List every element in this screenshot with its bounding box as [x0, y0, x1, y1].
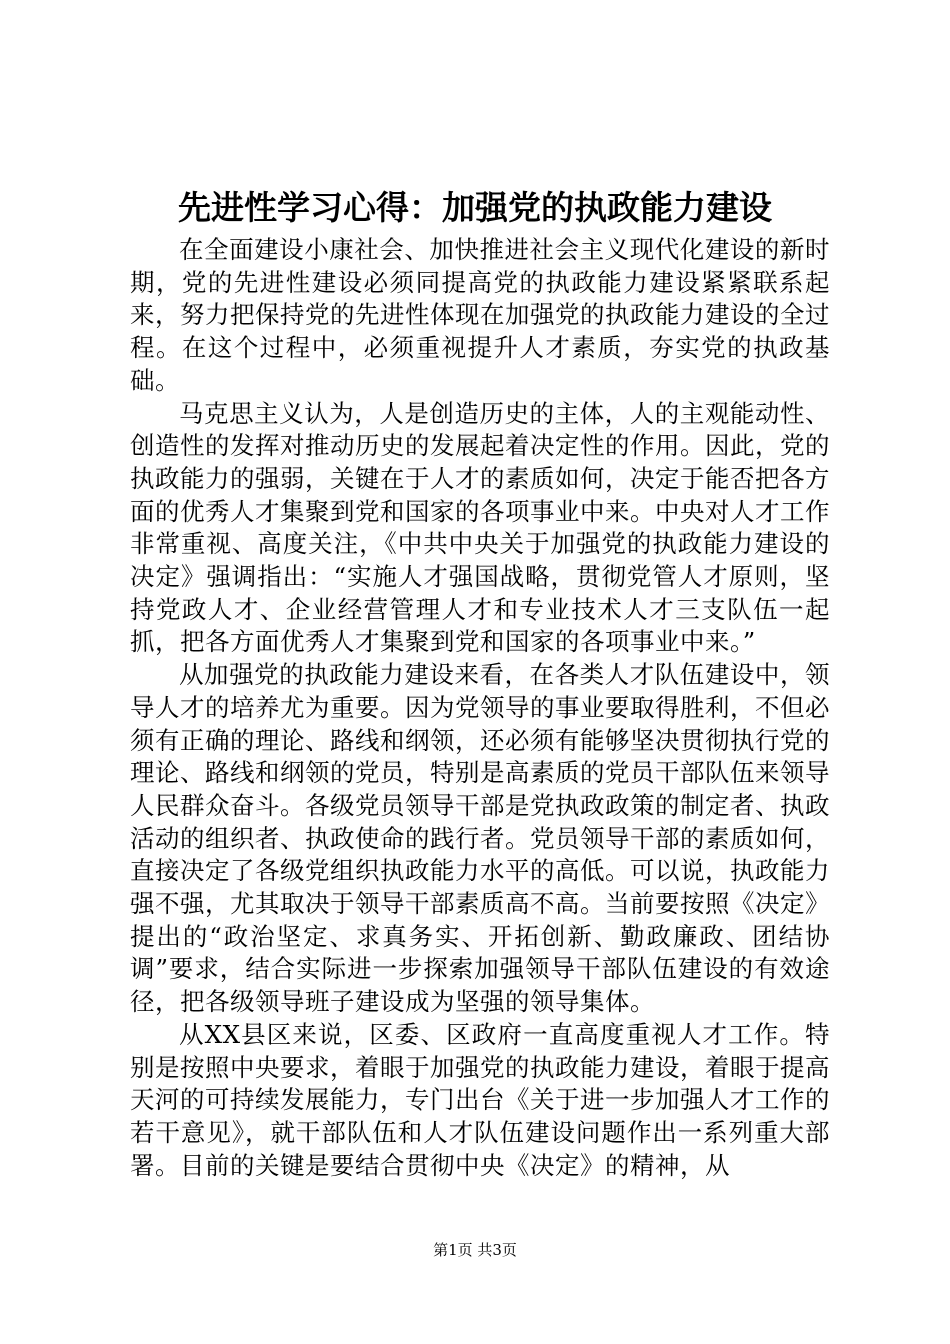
document-body — [130, 234, 830, 1182]
paragraph-3: 从加强党的执政能力建设来看，在各类人才队伍建设中，领导人才的培养尤为重要。因为党领导的事业要取得胜利，不但必须有正确的理论、路线和纲领，还必须有能够坚决贯彻执行党的理论、路线和纲领的党员，特别是高素质的党员干部队伍来领导人民群众奋斗。各级党员领导干部是党执政政策的制定者、执政活动的组织者、执政使命的践行者。党员领导干部的素质如何，直接决定了各级党组织执政能力水平的高低。可以说，执政能力强不强，尤其取决于领导干部素质高不高。当前要按照《决定》提出的“政治坚定、求真务实、开拓创新、勤政廉政、团结协调”要求，结合实际进一步探索加强领导干部队伍建设的有效途径，把各级领导班子建设成为坚强的领导集体。 — [130, 660, 830, 1017]
page-footer: 第1页 共3页 — [433, 1241, 517, 1259]
paragraph-4: 从XX县区来说，区委、区政府一直高度重视人才工作。特别是按照中央要求，着眼于加强党的执政能力建设，着眼于提高天河的可持续发展能力，专门出台《关于进一步加强人才工作的若干意见》，就干部队伍和人才队伍建设问题作出一系列重大部署。目前的关键是要结合贯彻中央《决定》的精神，从 — [130, 1019, 830, 1180]
document-title: 先进性学习心得：加强党的执政能力建设 — [178, 188, 772, 227]
paragraph-1: 在全面建设小康社会、加快推进社会主义现代化建设的新时期，党的先进性建设必须同提高党的执政能力建设紧紧联系起来，努力把保持党的先进性体现在加强党的执政能力建设的全过程。在这个过程中，必须重视提升人才素质，夯实党的执政基础。 — [130, 235, 830, 395]
paragraph-2: 马克思主义认为，人是创造历史的主体，人的主观能动性、创造性的发挥对推动历史的发展起着决定性的作用。因此，党的执政能力的强弱，关键在于人才的素质如何，决定于能否把各方面的优秀人才集聚到党和国家的各项事业中来。中央对人才工作非常重视、高度关注，《中共中央关于加强党的执政能力建设的决定》强调指出：“实施人才强国战略，贯彻党管人才原则，坚持党政人才、企业经营管理人才和专业技术人才三支队伍一起抓，把各方面优秀人才集聚到党和国家的各项事业中来。” — [130, 398, 830, 657]
